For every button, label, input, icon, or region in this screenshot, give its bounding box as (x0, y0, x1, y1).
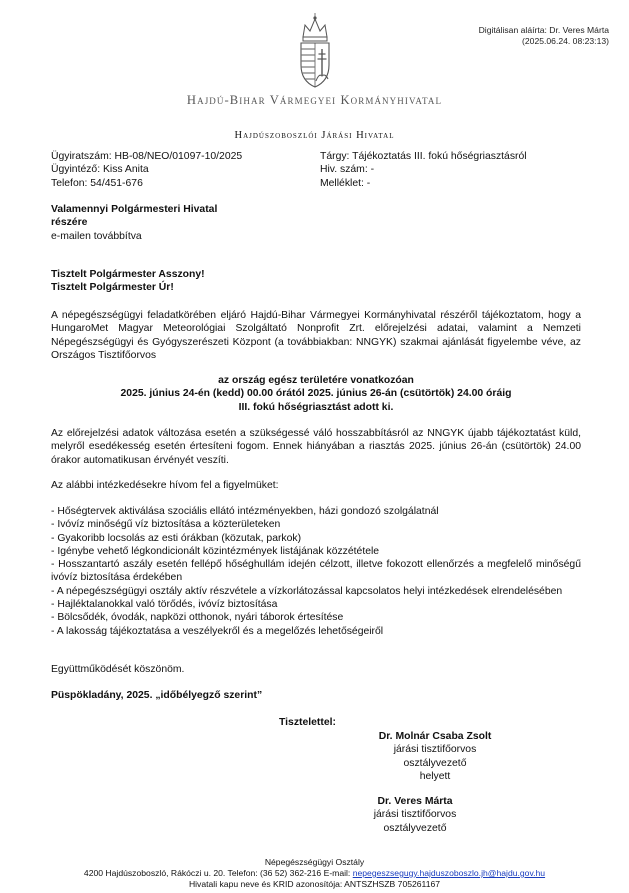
alert-block (51, 374, 581, 414)
coat-of-arms-icon (295, 13, 335, 89)
case-officer: Ügyintéző: Kiss Anita (51, 164, 149, 176)
alert-line1: az ország egész területére vonatkozóan (218, 375, 414, 386)
case-number: Ügyiratszám: HB-08/NEO/01097-10/2025 (51, 151, 243, 162)
signature-note-line1: Digitálisan aláírta: Dr. Veres Márta (478, 25, 609, 35)
case-meta-left (51, 150, 242, 190)
alert-line3: III. fokú hőségriasztást adott ki. (238, 401, 394, 413)
case-phone: Telefon: 54/451-676 (51, 177, 143, 189)
footer-department: Népegészségügyi Osztály (264, 857, 365, 867)
signature-note-line2: (2025.06.24. 08:23:13) (522, 36, 609, 46)
alert-line2: 2025. június 24-én (kedd) 00.00 órától 2025. június 26-án (csütörtök) 24.00 óráig (120, 388, 512, 400)
footer-krid: Hivatali kapu neve és KRID azonosítója: ANTSZHSZB 705261167 (188, 879, 441, 889)
addressee-line2: részére (51, 217, 88, 229)
list-item: - A népegészségügyi osztály aktív részvétele a vízkorlátozással kapcsolatos helyi intézkedések elrendelésében (51, 585, 563, 597)
signer-2-block (340, 795, 490, 835)
case-meta-right (320, 150, 527, 190)
list-item: - Gyakoribb locsolás az esti órákban (közutak, parkok) (51, 532, 302, 544)
list-item: - Bölcsődék, óvodák, napközi otthonok, nyári táborok értesítése (51, 612, 344, 624)
measures-list (51, 505, 581, 638)
office-name: Hajdúszoboszlói Járási Hivatal (234, 130, 395, 141)
list-item: - Hajléktalanokkal való törődés, ivóvíz biztosítása (51, 599, 278, 611)
place-date: Püspökladány, 2025. „időbélyegző szerint” (51, 690, 263, 701)
intro-paragraph: A népegészségügyi feladatkörében eljáró Hajdú-Bihar Vármegyei Kormányhivatal részéről tájékoztatom, hogy a HungaroMet Magyar Meteorológiai Szolgáltató Nonprofit Zrt. előrejelzési adatai, valamint a Nemzeti Népegészségügyi és Gyógyszerészeti Központ (a továbbiakban: NNGYK) szakmai ajánlását figyelembe véve, az Országos Tisztifőorvos (51, 310, 581, 361)
signer-1-substitute: helyett (419, 770, 451, 782)
footer-email-link[interactable]: nepegeszsegugy.hajduszoboszlo.jh@hajdu.gov.hu (352, 868, 546, 878)
list-item: - Igénybe vehető légkondicionált közintézmények listájának közzététele (51, 545, 380, 557)
addressee-block (51, 203, 217, 243)
addressee-line3: e-mailen továbbítva (51, 230, 142, 242)
footer (0, 857, 629, 890)
addressee-line1: Valamennyi Polgármesteri Hivatal (51, 204, 218, 215)
greeting (51, 268, 205, 295)
thanks-line: Együttműködését köszönöm. (51, 664, 185, 675)
list-item: - Hosszantartó aszály esetén fellépő hőséghullám idején célzott, illetve fokozott ellenőrzés a megfelelő minőségű ivóvíz biztosítása érdekében (51, 559, 581, 584)
greeting-line2: Tisztelt Polgármester Úr! (51, 282, 174, 294)
signer-1-position: osztályvezető (403, 757, 467, 769)
attachment: Melléklet: - (320, 177, 371, 189)
subject: Tárgy: Tájékoztatás III. fokú hőségriasztásról (320, 151, 527, 162)
signer-2-position: osztályvezető (383, 822, 447, 834)
greeting-line1: Tisztelt Polgármester Asszony! (51, 269, 205, 280)
signer-1-block (340, 730, 530, 783)
measures-intro: Az alábbi intézkedésekre hívom fel a figyelmüket: (51, 480, 279, 491)
signer-1-title: járási tisztifőorvos (393, 744, 477, 756)
digital-signature-note (479, 25, 609, 47)
forecast-note-paragraph: Az előrejelzési adatok változása esetén a szükségessé váló hosszabbításról az NNGYK újabb tájékoztatást küld, melyről esedékesség esetén értesíteni fogom. Ennek hiányában a riasztás 2025. június 26-án (csütörtök) 24.00 órakor automatikusan érvényét veszíti. (51, 428, 581, 466)
footer-contact (0, 868, 629, 879)
list-item: - Hőségtervek aktiválása szociális ellátó intézményekben, házi gondozó szolgálatnál (51, 506, 439, 517)
regards: Tisztelettel: (279, 717, 336, 728)
list-item: - A lakosság tájékoztatása a veszélyekről és a megelőzés lehetőségeiről (51, 625, 384, 637)
signer-2-title: járási tisztifőorvos (373, 809, 457, 821)
organization-name: Hajdú-Bihar Vármegyei Kormányhivatal (186, 93, 443, 107)
signer-2-name: Dr. Veres Márta (377, 796, 453, 807)
reference-number: Hiv. szám: - (320, 164, 375, 176)
footer-address-phone: 4200 Hajdúszoboszló, Rákóczi u. 20. Telefon: (36 52) 362-216 E-mail: (83, 868, 353, 878)
signer-1-name: Dr. Molnár Csaba Zsolt (378, 731, 492, 742)
list-item: - Ivóvíz minőségű víz biztosítása a közterületeken (51, 519, 281, 531)
